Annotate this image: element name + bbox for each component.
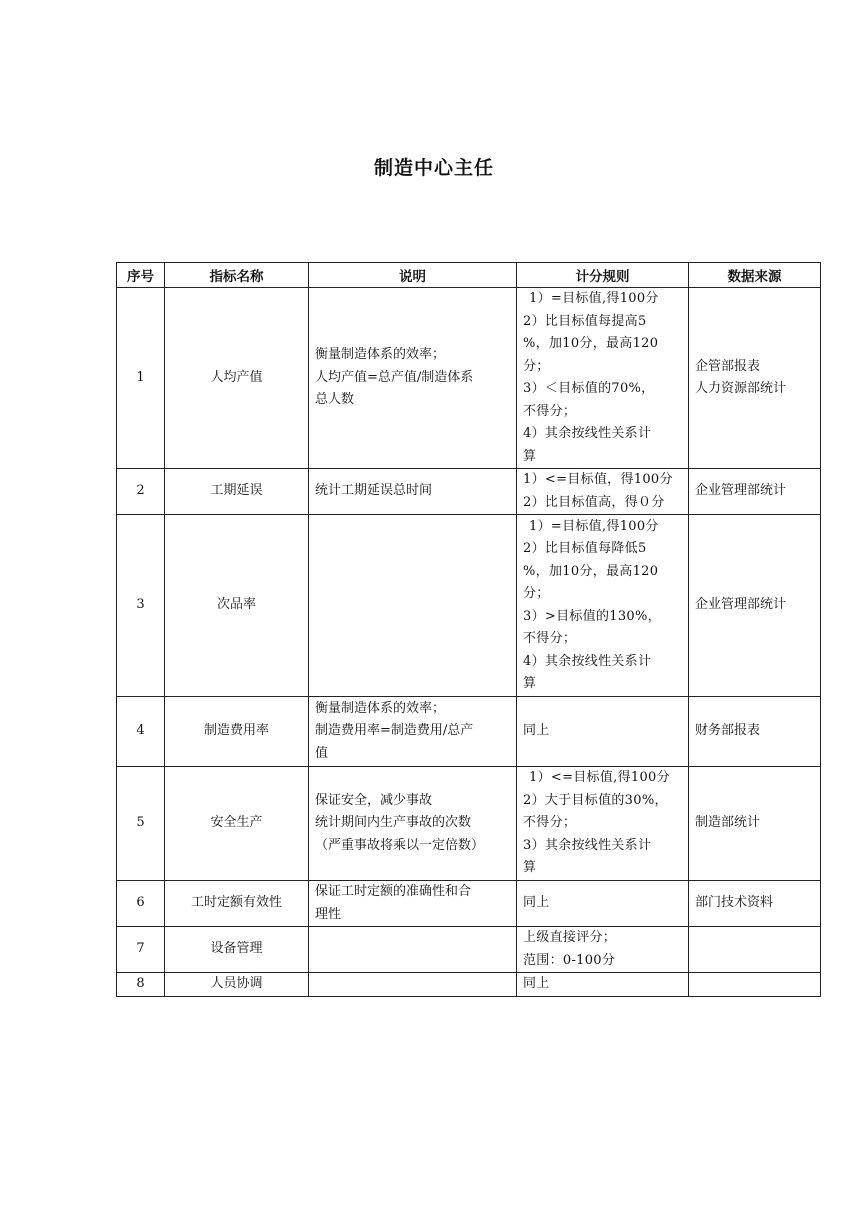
cell-no: 3 xyxy=(117,515,165,697)
cell-name: 次品率 xyxy=(165,515,309,697)
header-source: 数据来源 xyxy=(689,263,821,288)
rule-line: 1）<=目标值,得100分 xyxy=(529,770,670,786)
cell-source xyxy=(689,767,821,881)
cell-source xyxy=(689,515,821,697)
cell-rule xyxy=(517,767,689,881)
cell-no: 8 xyxy=(117,973,165,997)
rule-line: 3）＜目标值的70%， xyxy=(523,381,655,396)
header-no: 序号 xyxy=(117,263,165,288)
source-line: 企业管理部统计 xyxy=(695,597,787,613)
rule-line: 3）其余按线性关系计 xyxy=(523,837,652,853)
cell-rule xyxy=(517,927,689,973)
table-row xyxy=(117,697,821,767)
desc-line: 制造费用率=制造费用/总产 xyxy=(315,723,474,739)
desc-line: 总人数 xyxy=(315,392,355,408)
desc-line: 统计工期延误总时间 xyxy=(315,483,433,499)
rule-line: 算 xyxy=(523,448,537,464)
rule-line: 算 xyxy=(523,676,537,691)
cell-no: 5 xyxy=(117,767,165,881)
header-rule: 计分规则 xyxy=(517,263,689,288)
cell-source xyxy=(689,469,821,515)
desc-line: 保证工时定额的准确性和合 xyxy=(315,884,472,899)
rule-line: 3）>目标值的130%， xyxy=(523,608,661,624)
rule-line: 2）比目标值每降低5 xyxy=(523,541,647,556)
rule-line: 1）=目标值,得100分 xyxy=(529,291,659,306)
rule-line: %，加10分，最高120 xyxy=(523,336,659,351)
table-header-row xyxy=(117,263,821,288)
cell-source xyxy=(689,881,821,927)
cell-name: 工期延误 xyxy=(165,469,309,515)
cell-name: 安全生产 xyxy=(165,767,309,881)
rule-line: 4）其余按线性关系计 xyxy=(523,426,652,441)
rule-line: 1）=目标值,得100分 xyxy=(529,518,659,534)
cell-name: 设备管理 xyxy=(165,927,309,973)
cell-rule xyxy=(517,469,689,515)
header-name: 指标名称 xyxy=(165,263,309,288)
desc-line: （严重事故将乘以一定倍数） xyxy=(315,837,485,853)
cell-name: 工时定额有效性 xyxy=(165,881,309,927)
source-line: 人力资源部统计 xyxy=(695,381,787,396)
table-row xyxy=(117,881,821,927)
rule-line: 2）比目标值高，得０分 xyxy=(523,494,665,510)
rule-line: 同上 xyxy=(523,723,550,739)
cell-desc xyxy=(309,973,517,997)
cell-desc xyxy=(309,288,517,469)
cell-no: 4 xyxy=(117,697,165,767)
desc-line: 衡量制造体系的效率； xyxy=(315,347,446,363)
cell-source xyxy=(689,288,821,469)
cell-rule xyxy=(517,697,689,767)
rule-line: 不得分； xyxy=(523,815,577,831)
source-line: 制造部统计 xyxy=(695,815,761,831)
desc-line: 值 xyxy=(315,745,329,761)
source-line: 部门技术资料 xyxy=(695,895,774,911)
page-title: 制造中心主任 xyxy=(373,157,494,179)
rule-line: 1）<=目标值，得100分 xyxy=(523,472,673,487)
rule-line: 不得分； xyxy=(523,631,577,646)
header-desc: 说明 xyxy=(309,263,517,288)
cell-name: 人员协调 xyxy=(165,973,309,997)
table-row xyxy=(117,973,821,997)
rule-line: 同上 xyxy=(523,976,550,991)
source-line: 财务部报表 xyxy=(695,723,761,739)
rule-line: 分； xyxy=(523,586,550,601)
cell-desc xyxy=(309,881,517,927)
table-row xyxy=(117,288,821,469)
desc-line: 衡量制造体系的效率； xyxy=(315,700,446,716)
rule-line: 4）其余按线性关系计 xyxy=(523,653,652,669)
cell-desc xyxy=(309,767,517,881)
cell-name: 制造费用率 xyxy=(165,697,309,767)
rule-line: 同上 xyxy=(523,895,550,911)
rule-line: 2）大于目标值的30%， xyxy=(523,792,668,808)
cell-rule xyxy=(517,288,689,469)
cell-rule xyxy=(517,973,689,997)
rule-line: 上级直接评分； xyxy=(523,930,617,945)
table-row xyxy=(117,515,821,697)
cell-desc xyxy=(309,927,517,973)
kpi-table xyxy=(116,262,821,997)
cell-desc xyxy=(309,515,517,697)
table-row xyxy=(117,469,821,515)
rule-line: 范围：0-100分 xyxy=(523,952,616,968)
rule-line: 不得分； xyxy=(523,403,577,419)
cell-rule xyxy=(517,515,689,697)
desc-line: 人均产值=总产值/制造体系 xyxy=(315,369,474,385)
rule-line: 2）比目标值每提高5 xyxy=(523,313,647,329)
desc-line: 保证安全，减少事故 xyxy=(315,792,433,808)
cell-rule xyxy=(517,881,689,927)
cell-no: 7 xyxy=(117,927,165,973)
cell-name: 人均产值 xyxy=(165,288,309,469)
desc-line: 理性 xyxy=(315,906,342,922)
source-line: 企管部报表 xyxy=(695,358,761,374)
rule-line: %，加10分，最高120 xyxy=(523,563,659,579)
cell-source xyxy=(689,973,821,997)
cell-desc xyxy=(309,697,517,767)
cell-no: 6 xyxy=(117,881,165,927)
rule-line: 算 xyxy=(523,860,537,876)
source-line: 企业管理部统计 xyxy=(695,483,787,499)
cell-desc xyxy=(309,469,517,515)
cell-no: 2 xyxy=(117,469,165,515)
table-body xyxy=(117,288,821,997)
cell-source xyxy=(689,697,821,767)
rule-line: 分； xyxy=(523,358,550,374)
table-row xyxy=(117,767,821,881)
desc-line: 统计期间内生产事故的次数 xyxy=(315,815,472,831)
cell-source xyxy=(689,927,821,973)
cell-no: 1 xyxy=(117,288,165,469)
table-row xyxy=(117,927,821,973)
